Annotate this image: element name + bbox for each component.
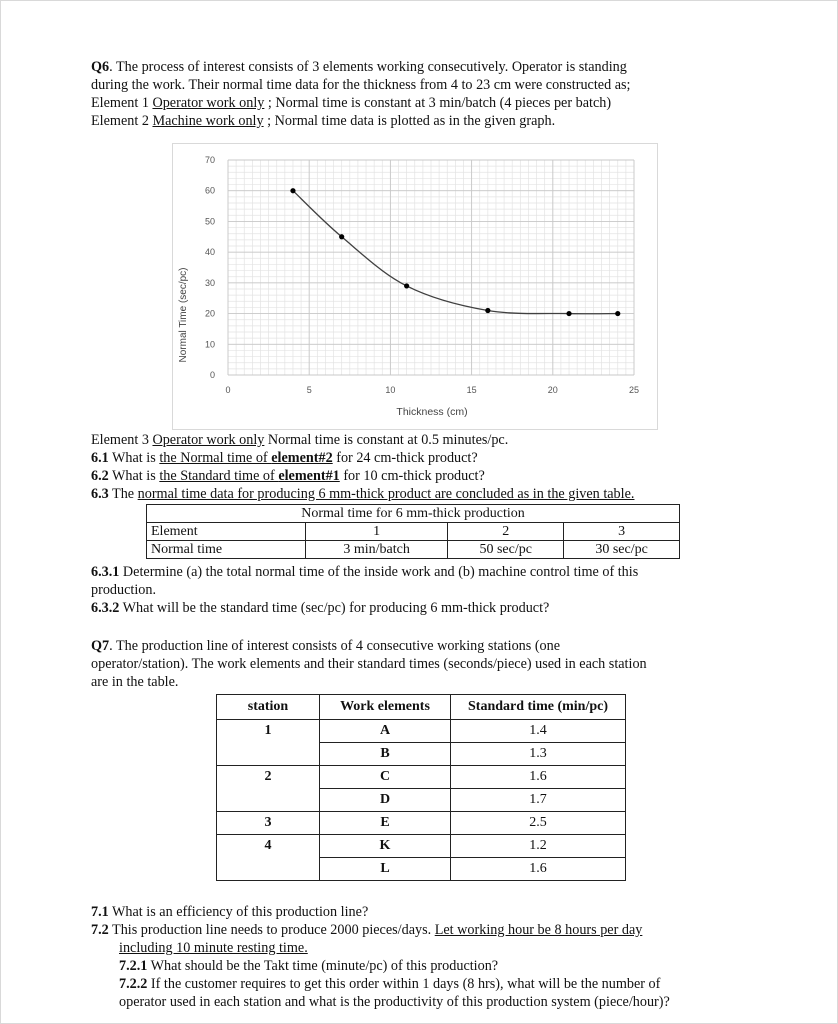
data-point	[404, 283, 409, 288]
y-tick-label: 50	[204, 216, 215, 227]
y-axis-label: Normal Time (sec/pc)	[178, 267, 189, 363]
q7-2-2-line-2: operator used in each station and what is the productivity of this production system (piece/hour)?	[119, 994, 670, 1010]
q7-line-1: Q7. The production line of interest consists of 4 consecutive working stations (one	[91, 638, 561, 654]
q7-2-1-line: 7.2.1 What should be the Takt time (minute/pc) of this production?	[119, 958, 499, 974]
element-cell: C	[320, 766, 451, 789]
element-cell: L	[320, 858, 451, 881]
data-point	[290, 188, 295, 193]
header-station: station	[217, 695, 320, 720]
table-cell: 3 min/batch	[306, 541, 448, 559]
q7-2-line: 7.2 This production line needs to produce 2000 pieces/days. Let working hour be 8 hours per day	[91, 922, 643, 938]
q6-3-2-line: 6.3.2 What will be the standard time (sec/pc) for producing 6 mm-thick product?	[91, 600, 550, 616]
element-cell: B	[320, 743, 451, 766]
x-tick-label: 5	[306, 385, 312, 395]
element-cell: A	[320, 720, 451, 743]
table-row	[217, 812, 626, 835]
stations-table	[216, 694, 626, 881]
station-cell: 1	[217, 720, 320, 743]
q6-2-line: 6.2 What is the Standard time of element#1 for 10 cm-thick product?	[91, 468, 485, 484]
header-standard-time: Standard time (min/pc)	[451, 695, 626, 720]
table-cell: 1	[306, 523, 448, 541]
x-tick-label: 20	[547, 385, 558, 395]
normal-time-table	[146, 504, 680, 559]
station-cell: 4	[217, 835, 320, 858]
element-cell: D	[320, 789, 451, 812]
y-tick-label: 40	[204, 247, 215, 258]
header-work-elements: Work elements	[320, 695, 451, 720]
table-row	[217, 743, 626, 766]
q7-1-line: 7.1 What is an efficiency of this production line?	[91, 904, 369, 920]
x-tick-label: 15	[466, 385, 477, 395]
time-cell: 1.3	[451, 743, 626, 766]
time-cell: 1.6	[451, 858, 626, 881]
element2-chart	[172, 143, 658, 430]
time-cell: 1.6	[451, 766, 626, 789]
data-point	[339, 234, 344, 239]
data-point	[485, 308, 490, 313]
q7-2-2-line: 7.2.2 If the customer requires to get this order within 1 days (8 hrs), what will be the number of	[119, 976, 661, 992]
time-cell: 1.4	[451, 720, 626, 743]
table-cell: Normal time	[147, 541, 306, 559]
station-cell	[217, 789, 320, 812]
y-tick-label: 60	[204, 185, 215, 196]
element3-line: Element 3 Operator work only Normal time is constant at 0.5 minutes/pc.	[91, 432, 509, 448]
q7-line-3: are in the table.	[91, 674, 179, 690]
q7-line-2: operator/station). The work elements and their standard times (seconds/piece) used in each station	[91, 656, 647, 672]
x-tick-label: 10	[385, 385, 396, 395]
x-tick-label: 0	[225, 385, 231, 395]
q6-3-1-line-2: production.	[91, 582, 157, 598]
element-cell: K	[320, 835, 451, 858]
time-cell: 2.5	[451, 812, 626, 835]
q6-line-4: Element 2 Machine work only ; Normal time data is plotted as in the given graph.	[91, 113, 556, 129]
table-row	[217, 720, 626, 743]
y-tick-label: 0	[209, 370, 215, 380]
x-axis-label: Thickness (cm)	[396, 406, 468, 418]
element-cell: E	[320, 812, 451, 835]
station-cell	[217, 858, 320, 881]
table-cell: 30 sec/pc	[564, 541, 680, 559]
table-row	[217, 835, 626, 858]
q6-3-line: 6.3 The normal time data for producing 6 mm-thick product are concluded as in the given table.	[91, 486, 635, 502]
table-cell: Element	[147, 523, 306, 541]
q6-3-1-line: 6.3.1 Determine (a) the total normal time of the inside work and (b) machine control time of this	[91, 564, 639, 580]
station-cell: 3	[217, 812, 320, 835]
time-cell: 1.2	[451, 835, 626, 858]
y-tick-label: 10	[204, 339, 215, 350]
y-tick-label: 20	[204, 308, 215, 319]
table-cell: 50 sec/pc	[448, 541, 564, 559]
q6-line-3: Element 1 Operator work only ; Normal time is constant at 3 min/batch (4 pieces per batch)	[91, 95, 612, 111]
q6-line-1: Q6. The process of interest consists of 3 elements working consecutively. Operator is standing	[91, 59, 627, 75]
table-row	[217, 789, 626, 812]
x-tick-label: 25	[628, 385, 640, 395]
table-title: Normal time for 6 mm-thick production	[147, 505, 680, 523]
data-point	[615, 311, 620, 316]
q7-2-line-2: including 10 minute resting time.	[119, 940, 308, 956]
data-point	[566, 311, 571, 316]
time-cell: 1.7	[451, 789, 626, 812]
table-row	[217, 858, 626, 881]
q6-1-line: 6.1 What is the Normal time of element#2 for 24 cm-thick product?	[91, 450, 478, 466]
table-row	[217, 766, 626, 789]
station-cell: 2	[217, 766, 320, 789]
y-tick-label: 70	[204, 155, 215, 165]
table-cell: 2	[448, 523, 564, 541]
station-cell	[217, 743, 320, 766]
y-tick-label: 30	[204, 277, 215, 288]
table-cell: 3	[564, 523, 680, 541]
q6-line-2: during the work. Their normal time data for the thickness from 4 to 23 cm were constructed as;	[91, 77, 631, 93]
